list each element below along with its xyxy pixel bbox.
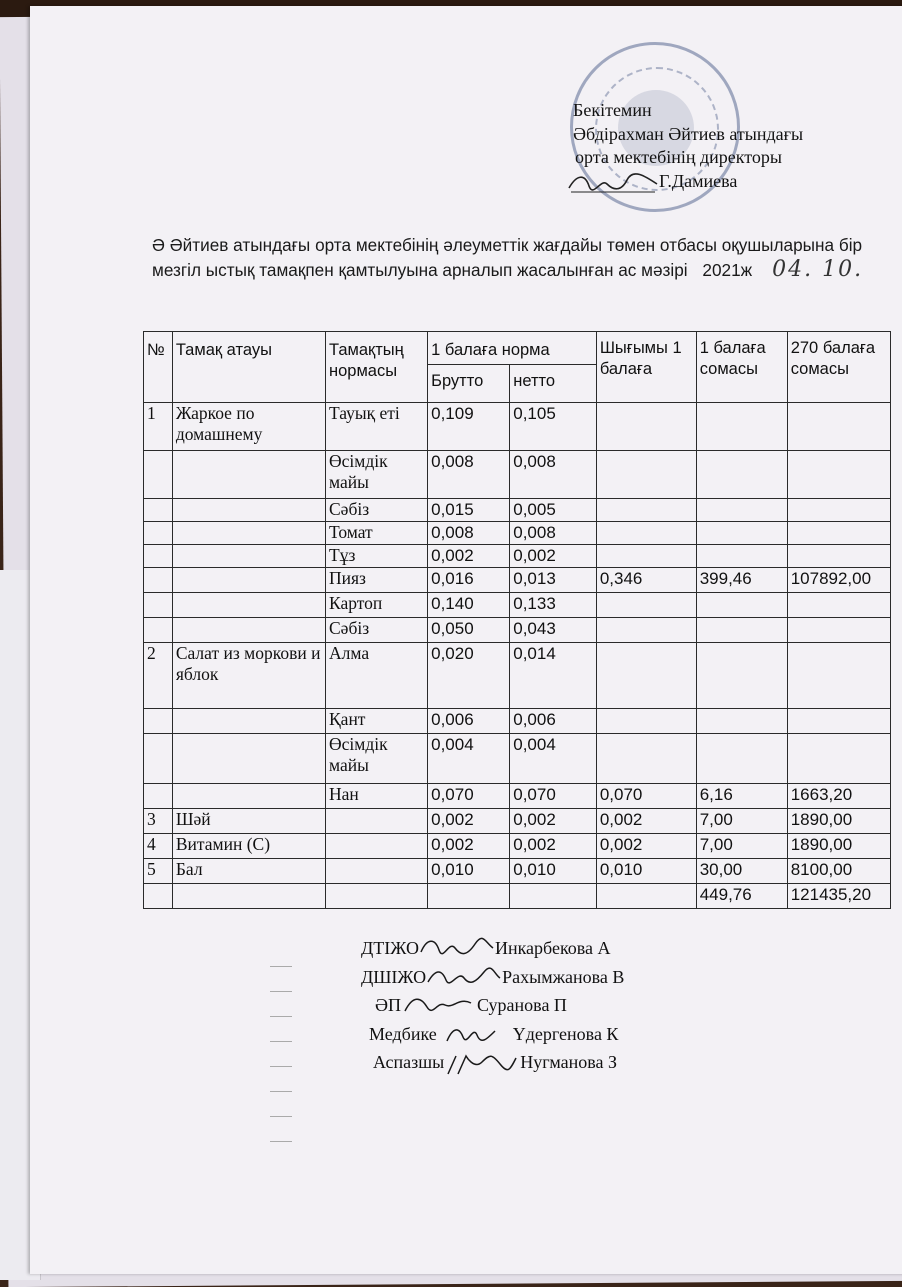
menu-table-body [144,403,891,909]
menu-table [143,331,891,909]
row-number [144,593,173,618]
row-netto: 0,013 [510,568,597,593]
row-sum-270: 1663,20 [787,784,890,809]
row-brutto: 0,070 [428,784,510,809]
row-brutto: 0,109 [428,403,510,451]
row-number: 4 [144,834,173,859]
signature-role: ДШІЖО [361,966,427,987]
table-row [144,545,891,568]
handwritten-signature [444,1050,520,1078]
approval-line-2: орта мектебінің директоры [575,147,783,167]
row-netto: 0,002 [510,545,597,568]
header-food-norm: Тамақтың нормасы [326,332,428,403]
row-output [596,522,696,545]
row-product: Сәбіз [326,499,428,522]
row-brutto: 0,016 [428,568,510,593]
approval-signature-row [573,170,803,196]
header-brutto: Брутто [428,365,510,403]
row-netto: 0,005 [510,499,597,522]
row-number [144,734,173,784]
row-netto: 0,070 [510,784,597,809]
row-brutto: 0,008 [428,522,510,545]
table-row [144,522,891,545]
row-product [326,809,428,834]
row-product: Томат [326,522,428,545]
row-output: 0,002 [596,809,696,834]
row-sum-per-child: 7,00 [696,809,787,834]
row-netto: 0,002 [510,809,597,834]
row-sum-per-child: 399,46 [696,568,787,593]
row-product: Алма [326,643,428,709]
title-year: 2021ж [702,259,753,280]
row-dish [172,618,325,643]
total-empty-cell [172,884,325,909]
row-number: 1 [144,403,173,451]
table-row [144,568,891,593]
row-number: 5 [144,859,173,884]
director-signature [567,170,659,196]
row-dish [172,784,325,809]
total-sum-270: 121435,20 [787,884,890,909]
row-number [144,618,173,643]
row-sum-270 [787,618,890,643]
row-output [596,593,696,618]
row-sum-per-child [696,522,787,545]
row-brutto: 0,050 [428,618,510,643]
row-output: 0,010 [596,859,696,884]
row-product: Пияз [326,568,428,593]
row-product: Картоп [326,593,428,618]
margin-marks [270,966,292,1166]
row-sum-per-child [696,451,787,499]
signature-role: ӘП [375,995,401,1015]
table-row [144,499,891,522]
row-number: 2 [144,643,173,709]
row-brutto: 0,002 [428,809,510,834]
row-brutto: 0,006 [428,709,510,734]
row-sum-per-child [696,403,787,451]
approval-block [573,99,803,196]
row-output [596,451,696,499]
signature-name: Суранова П [477,995,567,1015]
table-row [144,734,891,784]
table-row [144,784,891,809]
handwritten-date: 04. 10. [772,256,864,282]
row-netto: 0,043 [510,618,597,643]
row-sum-270 [787,451,890,499]
signatures-block [361,934,624,1077]
row-brutto: 0,002 [428,834,510,859]
table-row [144,643,891,709]
row-dish [172,593,325,618]
row-dish: Витамин (С) [172,834,325,859]
row-dish: Жаркое по домашнему [172,403,325,451]
signature-line [361,1048,624,1077]
row-netto: 0,008 [510,451,597,499]
signature-role: ДТІЖО [361,938,419,958]
row-number: 3 [144,809,173,834]
row-product: Қант [326,709,428,734]
row-sum-270 [787,593,890,618]
row-dish: Бал [172,859,325,884]
row-number [144,784,173,809]
row-product: Нан [326,784,428,809]
row-brutto: 0,002 [428,545,510,568]
header-number: № [144,332,173,403]
row-sum-per-child [696,593,787,618]
row-number [144,522,173,545]
table-row [144,403,891,451]
row-netto: 0,008 [510,522,597,545]
row-dish [172,568,325,593]
row-netto: 0,010 [510,859,597,884]
row-brutto: 0,010 [428,859,510,884]
row-dish [172,499,325,522]
approval-heading: Бекітемин [573,100,652,120]
row-sum-270: 1890,00 [787,834,890,859]
row-sum-270 [787,643,890,709]
signature-line [361,963,624,992]
signature-name: Нугманова З [520,1052,618,1072]
row-output [596,734,696,784]
row-number [144,545,173,568]
total-empty-cell [144,884,173,909]
row-netto: 0,014 [510,643,597,709]
row-brutto: 0,020 [428,643,510,709]
row-sum-per-child [696,618,787,643]
row-brutto: 0,004 [428,734,510,784]
table-row [144,709,891,734]
table-row [144,809,891,834]
row-product [326,859,428,884]
header-netto: нетто [510,365,597,403]
signature-name: Үдергенова К [512,1023,619,1044]
row-sum-per-child [696,499,787,522]
table-row [144,593,891,618]
row-sum-270: 107892,00 [787,568,890,593]
row-sum-per-child [696,545,787,568]
row-brutto: 0,015 [428,499,510,522]
signature-name: Рахымжанова В [502,966,625,987]
row-sum-per-child [696,709,787,734]
row-product: Өсімдік майы [326,734,428,784]
row-netto: 0,004 [510,734,597,784]
table-row [144,834,891,859]
row-netto: 0,006 [510,709,597,734]
row-brutto: 0,140 [428,593,510,618]
row-number [144,568,173,593]
row-sum-per-child: 7,00 [696,834,787,859]
row-product: Тауық еті [326,403,428,451]
signature-role: Медбике [369,1023,437,1044]
row-sum-per-child: 6,16 [696,784,787,809]
row-sum-270 [787,734,890,784]
row-netto: 0,133 [510,593,597,618]
handwritten-signature [401,993,477,1021]
signature-name: Инкарбекова А [494,938,611,958]
row-sum-270 [787,522,890,545]
row-product: Тұз [326,545,428,568]
row-sum-270 [787,545,890,568]
row-product: Сәбіз [326,618,428,643]
table-row [144,451,891,499]
approval-line-1: Әбдірахман Әйтиев атындағы [573,123,804,144]
header-per-child-norm: 1 балаға норма [428,332,597,365]
row-dish [172,522,325,545]
row-dish [172,545,325,568]
row-output [596,709,696,734]
total-empty-cell [428,884,510,909]
director-name: Г.Дамиева [659,170,738,191]
row-sum-per-child [696,734,787,784]
header-sum-270: 270 балаға сомасы [787,332,890,403]
row-sum-per-child [696,643,787,709]
total-empty-cell [596,884,696,909]
title-text: Ә Әйтиев атындағы орта мектебінің әлеуметтік жағдайы төмен отбасы оқушыларына бір мезгіл ыстық тамақпен қамтылуына арналып жасалынған ас мәзірі [152,235,863,280]
row-dish: Шәй [172,809,325,834]
row-output: 0,346 [596,568,696,593]
table-row [144,618,891,643]
row-sum-270 [787,499,890,522]
total-empty-cell [510,884,597,909]
header-sum-per-child: 1 балаға сомасы [696,332,787,403]
row-sum-per-child: 30,00 [696,859,787,884]
handwritten-signature [426,964,502,992]
row-output [596,643,696,709]
row-number [144,451,173,499]
handwritten-signature [419,936,495,964]
row-sum-270: 8100,00 [787,859,890,884]
header-output: Шығымы 1 балаға [596,332,696,403]
signature-line [361,991,624,1020]
table-row [144,859,891,884]
row-output [596,499,696,522]
row-output [596,618,696,643]
header-dish-name: Тамақ атауы [172,332,325,403]
row-output [596,403,696,451]
total-row [144,884,891,909]
row-product [326,834,428,859]
signature-line [361,1020,624,1049]
row-dish [172,709,325,734]
row-output: 0,002 [596,834,696,859]
signature-role: Аспазшы [373,1052,445,1072]
document-title [152,233,872,282]
total-empty-cell [326,884,428,909]
row-number [144,499,173,522]
row-sum-270 [787,709,890,734]
row-product: Өсімдік майы [326,451,428,499]
row-sum-270 [787,403,890,451]
row-output [596,545,696,568]
handwritten-signature [437,1021,513,1049]
row-netto: 0,105 [510,403,597,451]
row-netto: 0,002 [510,834,597,859]
row-sum-270: 1890,00 [787,809,890,834]
row-output: 0,070 [596,784,696,809]
row-brutto: 0,008 [428,451,510,499]
row-dish [172,734,325,784]
row-dish: Салат из моркови и яблок [172,643,325,709]
total-sum-per-child: 449,76 [696,884,787,909]
row-dish [172,451,325,499]
row-number [144,709,173,734]
signature-line [361,934,624,963]
